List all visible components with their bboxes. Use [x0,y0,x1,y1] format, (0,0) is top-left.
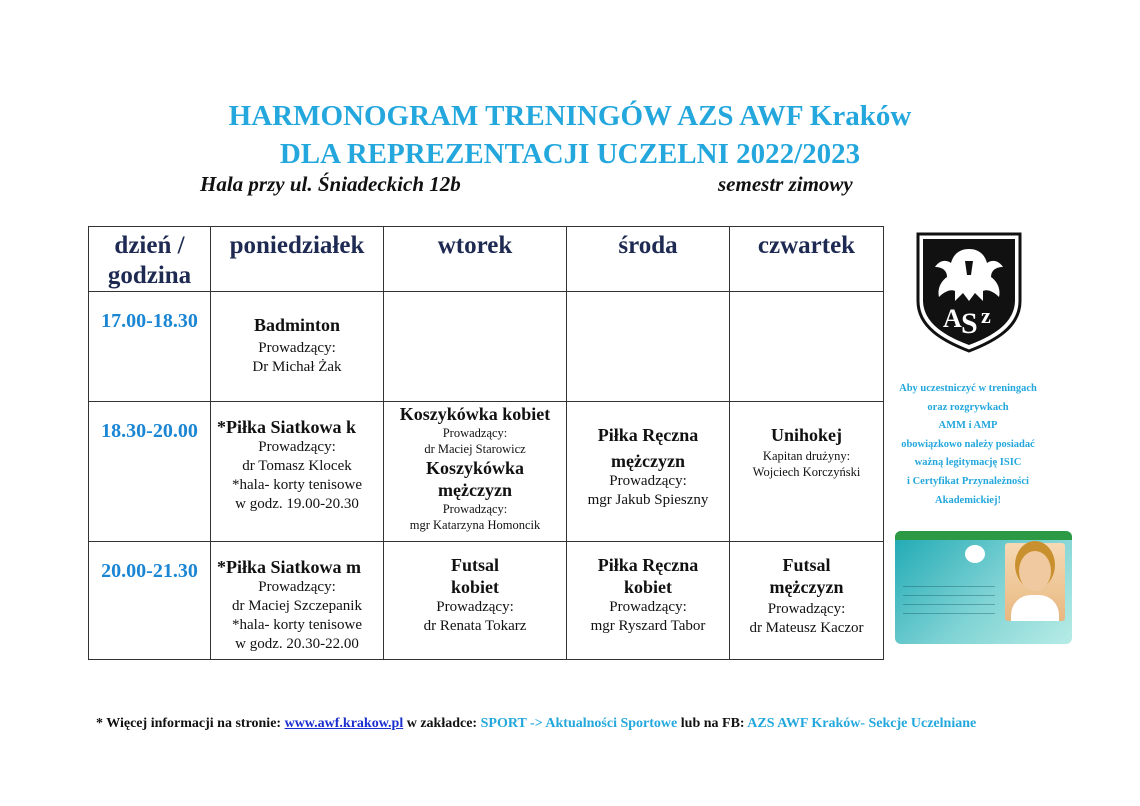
sport-name: Koszykówka kobiet [399,404,551,424]
session-cell [730,402,884,542]
info-line: Akademickiej! [935,494,1001,506]
footer-mid: w zakładce: [403,716,481,731]
instructor-name: dr Renata Tokarz [423,618,527,634]
table-header-row [89,227,884,292]
instructor-name: Wojciech Korczyński [752,465,861,479]
session-note: *hala- korty tenisowe [232,617,362,633]
info-line: AMM i AMP [938,420,998,432]
sport-name: Unihokej [770,425,842,445]
empty-cell [384,292,567,402]
session-note-hours: w godz. 19.00-20.30 [235,496,359,512]
header-tuesday: wtorek [384,227,567,292]
footer-section: SPORT -> Aktualności Sportowe [480,716,678,731]
sport-name: Piłka Ręczna [597,555,699,575]
azs-eagle-logo-icon [915,231,1023,353]
table-row [89,402,884,542]
svg-text:A: A [943,304,962,333]
sport-name-gender: mężczyzn [438,480,512,500]
header-hour-label: godzina [107,262,192,289]
schedule-table [88,226,884,660]
sport-name: Futsal [450,555,499,575]
sport-name: Piłka Ręczna [597,425,699,445]
info-line: i Certyfikat Przynależności [907,475,1029,487]
instructor-label: Prowadzący: [609,473,687,489]
instructor-name: mgr Ryszard Tabor [590,618,706,634]
instructor-label: Prowadzący: [609,599,687,615]
instructor-label: Prowadzący: [258,439,336,455]
session-cell [211,542,384,660]
session-note: *hala- korty tenisowe [232,477,362,493]
header-wednesday: środa [567,227,730,292]
isic-requirement-note [888,380,1048,510]
header-day-hour [89,227,211,292]
footer-prefix: * Więcej informacji na stronie: [96,716,285,731]
time-slot: 20.00-21.30 [89,542,211,660]
footer-note [96,716,976,732]
instructor-name: dr Maciej Szczepanik [232,598,362,614]
instructor-name: Dr Michał Żak [252,359,342,375]
footer-facebook: AZS AWF Kraków- Sekcje Uczelniane [747,716,977,731]
instructor-name: dr Tomasz Klocek [242,458,352,474]
session-cell [211,292,384,402]
sport-name: *Piłka Siatkowa k [217,417,357,437]
sport-name-gender: mężczyzn [769,577,844,597]
instructor-label: Prowadzący: [767,601,846,617]
time-slot: 17.00-18.30 [89,292,211,402]
svg-text:S: S [961,307,978,340]
sport-name-gender: kobiet [450,577,499,597]
info-line: ważną legitymację ISIC [914,457,1022,469]
session-note-hours: w godz. 20.30-22.00 [235,636,359,652]
header-thursday: czwartek [730,227,884,292]
instructor-name: dr Maciej Starowicz [424,442,526,456]
sport-name: Koszykówka [425,458,524,478]
venue-label: Hala przy ul. Śniadeckich 12b [200,172,461,196]
table-row [89,542,884,660]
table-row [89,292,884,402]
sport-name-gender: mężczyzn [611,451,685,471]
session-cell [384,402,567,542]
info-line: Aby uczestniczyć w treningach [899,383,1037,394]
empty-cell [730,292,884,402]
instructor-label: Prowadzący: [258,340,336,356]
header-monday: poniedziałek [211,227,384,292]
instructor-label: Kapitan drużyny: [762,449,851,463]
info-line: oraz rozgrywkach [927,401,1009,413]
instructor-name: dr Mateusz Kaczor [749,620,864,636]
footer-mid2: lub na FB: [677,716,748,731]
website-link[interactable]: www.awf.krakow.pl [284,716,404,731]
session-cell [567,542,730,660]
session-cell [384,542,567,660]
instructor-label: Prowadzący: [442,426,508,440]
instructor-label: Prowadzący: [436,599,514,615]
info-line: obowiązkowo należy posiadać [901,438,1035,450]
header-day-label: dzień / [114,232,185,259]
instructor-name: mgr Katarzyna Homoncik [409,518,541,532]
instructor-label: Prowadzący: [442,502,508,516]
instructor-name: mgr Jakub Spieszny [587,492,709,508]
page-title-line1: HARMONOGRAM TRENINGÓW AZS AWF Kraków [228,100,912,132]
time-slot: 18.30-20.00 [89,402,211,542]
isic-student-card-icon [895,531,1072,644]
svg-text:z: z [981,303,991,328]
session-cell [567,402,730,542]
empty-cell [567,292,730,402]
sport-name-gender: kobiet [623,577,672,597]
semester-label: semestr zimowy [718,172,853,196]
page-title-line2: DLA REPREZENTACJI UCZELNI 2022/2023 [279,138,861,170]
sport-name: Badminton [253,315,341,335]
sport-name: *Piłka Siatkowa m [217,557,362,577]
sport-name: Futsal [782,555,831,575]
session-cell [211,402,384,542]
instructor-label: Prowadzący: [258,579,336,595]
session-cell [730,542,884,660]
